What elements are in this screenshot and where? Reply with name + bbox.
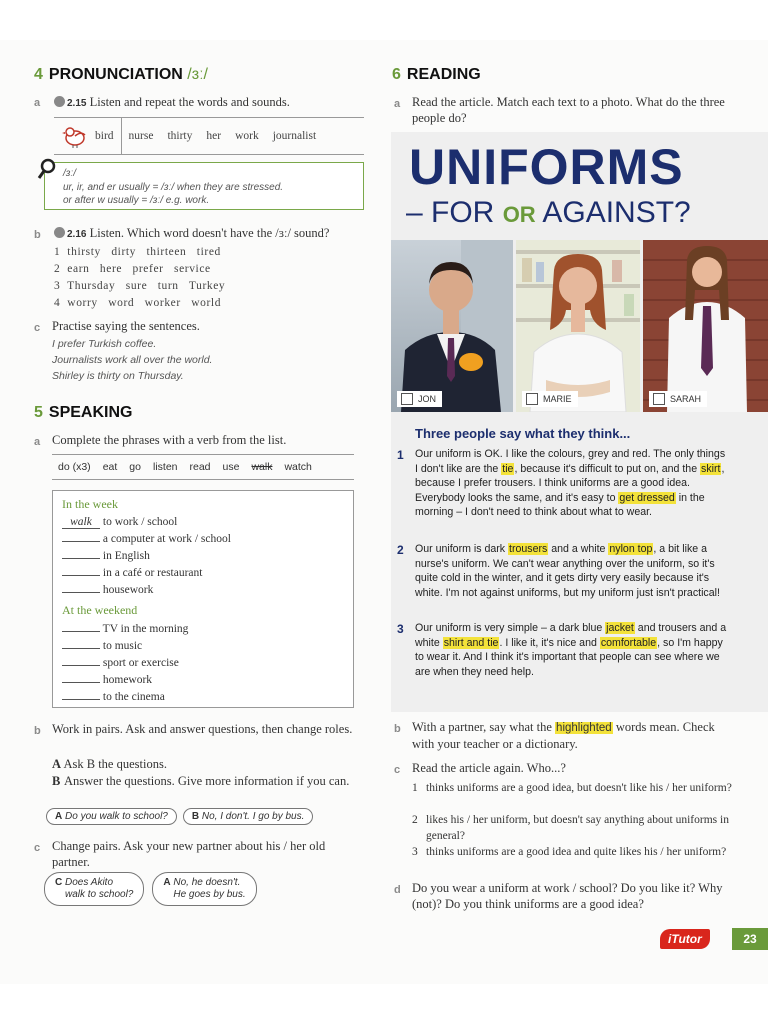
exercise-6b-instruction: With a partner, say what the highlighted words mean. Check with your teacher or a dictionary.	[412, 720, 715, 751]
sound-word: work	[235, 130, 259, 142]
checkbox[interactable]	[526, 393, 538, 405]
photo-sarah[interactable]	[643, 240, 768, 412]
verb-item: use	[222, 461, 240, 473]
exercise-6d-instruction: Do you wear a uniform at work / school? Do you like it? Why (not)? Do you think uniforms are a good idea?	[412, 881, 723, 911]
role-instruction: B	[52, 774, 61, 788]
highlighted-word: skirt	[701, 462, 721, 475]
phrase-row: to music	[62, 638, 142, 655]
word-row: 1 thirsty dirty thirteen tired	[54, 246, 221, 258]
verb-list	[52, 454, 354, 480]
section-heading-reading	[392, 66, 481, 84]
tip-line: or after w usually = /ɜː/ e.g. work.	[63, 195, 210, 206]
exercise-letter: a	[34, 436, 41, 448]
article-subtitle: – FOR OR AGAINST?	[406, 196, 691, 229]
cd-icon	[54, 96, 65, 107]
pilot-illustration	[391, 240, 513, 412]
verb-item: eat	[102, 461, 118, 473]
exercise-letter: b	[34, 229, 41, 241]
role-instruction-text: Answer the questions. Give more information if you can.	[64, 774, 350, 788]
exercise-letter: b	[34, 725, 41, 737]
dialogue-bubbles	[46, 808, 313, 825]
itutor-badge: iTutor	[660, 929, 710, 949]
exercise-5b-instruction: Work in pairs. Ask and answer questions, then change roles.	[52, 722, 353, 736]
week-heading: In the week	[62, 497, 118, 511]
answer-blank[interactable]	[62, 548, 100, 559]
exercise-letter: a	[34, 97, 41, 109]
exercise-letter: b	[394, 723, 401, 735]
phrase-row: in English	[62, 548, 150, 565]
article-paragraph-3: Our uniform is very simple – a dark blue jacket and trousers and a white shirt and tie. I like it, it's nice and comfortable, so I'm happy to wear it. And I think it's important that people can see where we are when they need help.	[415, 622, 727, 678]
answer-blank[interactable]	[62, 655, 100, 666]
practice-sentence: I prefer Turkish coffee.	[52, 338, 157, 350]
verb-item: watch	[284, 461, 312, 473]
section-number: 5	[34, 404, 43, 421]
practice-sentence: Shirley is thirty on Thursday.	[52, 370, 184, 382]
ipa-symbol: /ɜː/	[187, 66, 208, 83]
photo-label-jon[interactable]: JON	[397, 391, 442, 407]
photo-label-marie[interactable]: MARIE	[522, 391, 578, 407]
exercise-6c-instruction: Read the article again. Who...?	[412, 761, 566, 775]
question-item: 3 thinks uniforms are a good idea and quite likes his / her uniform?	[412, 846, 727, 858]
verb-item: listen	[152, 461, 178, 473]
highlighted-word: comfortable	[600, 636, 657, 649]
sound-word: nurse	[128, 130, 154, 142]
audio-track[interactable]: 2.15	[54, 96, 86, 112]
weekend-heading: At the weekend	[62, 603, 138, 617]
phrase-row: housework	[62, 582, 153, 599]
question-item: 2 likes his / her uniform, but doesn't say anything about uniforms in general?	[412, 814, 729, 842]
exercise-letter: c	[394, 764, 401, 776]
highlighted-word: highlighted	[556, 722, 612, 734]
section-heading-pronunciation	[34, 66, 208, 84]
sound-word: bird	[95, 130, 114, 142]
checkbox[interactable]	[401, 393, 413, 405]
verb-item: read	[189, 461, 211, 473]
sound-word-table	[54, 117, 364, 155]
exercise-4b-instruction: 2.16 Listen. Which word doesn't have the /ɜː/ sound?	[54, 225, 329, 243]
highlighted-word: shirt and tie	[443, 636, 499, 649]
section-heading-speaking	[34, 404, 132, 422]
article-lead: Three people say what they think...	[415, 426, 631, 441]
answer-blank[interactable]	[62, 638, 100, 649]
phrase-list-box	[52, 490, 354, 708]
answer-blank[interactable]	[62, 672, 100, 683]
speech-bubble-c: C Does Akito walk to school?	[44, 872, 144, 906]
phrase-row: in a café or restaurant	[62, 565, 202, 582]
itutor-logo[interactable]	[660, 928, 710, 950]
dialogue-bubbles	[44, 872, 257, 906]
exercise-4a-instruction: 2.15 Listen and repeat the words and sounds.	[54, 94, 290, 112]
sound-word: thirty	[167, 130, 193, 142]
sound-word: journalist	[272, 130, 317, 142]
highlighted-word: get dressed	[619, 491, 675, 504]
exercise-5c-instruction: Change pairs. Ask your new partner about his / her old partner.	[52, 839, 326, 869]
paragraph-number: 1	[397, 448, 404, 462]
paragraph-number: 3	[397, 622, 404, 636]
word-row: 3 Thursday sure turn Turkey	[54, 280, 226, 292]
photo-marie[interactable]	[516, 240, 640, 412]
spelling-tip-box	[44, 162, 364, 210]
verb-item-crossed: walk	[251, 461, 273, 473]
example-answer: walk	[62, 516, 100, 529]
highlighted-word: jacket	[606, 622, 634, 634]
sound-word: her	[206, 130, 222, 142]
uniforms-article	[391, 132, 768, 712]
section-number: 6	[392, 66, 401, 83]
exercise-5a-instruction: Complete the phrases with a verb from the list.	[52, 433, 287, 447]
page-number: 23	[732, 928, 768, 950]
phrase-row: a computer at work / school	[62, 531, 231, 548]
section-title: PRONUNCIATION	[48, 66, 183, 83]
word-row: 4 worry word worker world	[54, 297, 222, 309]
highlighted-word: trousers	[509, 543, 548, 555]
phrase-row: TV in the morning	[62, 621, 188, 638]
exercise-letter: a	[394, 98, 401, 110]
exercise-letter: c	[34, 322, 41, 334]
answer-blank[interactable]	[62, 531, 100, 542]
paragraph-number: 2	[397, 543, 404, 557]
verb-item: do (x3)	[58, 461, 91, 473]
section-title: SPEAKING	[48, 404, 133, 421]
answer-blank[interactable]	[62, 582, 100, 593]
checkbox[interactable]	[653, 393, 665, 405]
highlighted-word: tie	[502, 462, 514, 475]
phrase-row: to the cinema	[62, 689, 165, 706]
bird-picture-cell	[54, 117, 122, 155]
answer-blank[interactable]	[62, 565, 100, 576]
photo-jon[interactable]	[391, 240, 513, 412]
verb-item: go	[129, 461, 141, 473]
nurse-illustration	[516, 240, 640, 412]
phrase-row: walk to work / school	[62, 514, 177, 531]
schoolgirl-illustration	[643, 240, 768, 412]
article-title: UNIFORMS	[409, 139, 684, 195]
article-paragraph-2: Our uniform is dark trousers and a white nylon top, a bit like a nurse's uniform. We can't wear anything over the uniform, so it's quite cold in the winter, and it gets dirty very easily because it's white. I'm not against uniforms, but my uniform just isn't practical!	[415, 543, 720, 599]
question-item: 1 thinks uniforms are a good idea, but doesn't like his / her uniform?	[412, 782, 732, 794]
tip-line: /ɜː/	[63, 168, 76, 179]
speech-bubble-a-reply: A No, he doesn't. He goes by bus.	[152, 872, 256, 906]
answer-blank[interactable]	[62, 689, 100, 700]
exercise-6a-instruction: Read the article. Match each text to a photo. What do the three people do?	[412, 95, 725, 125]
photo-label-sarah[interactable]: SARAH	[649, 391, 707, 407]
speech-bubble-b: B No, I don't. I go by bus.	[183, 808, 314, 825]
practice-sentence: Journalists work all over the world.	[52, 354, 213, 366]
speech-bubble-a: A Do you walk to school?	[46, 808, 177, 825]
cd-icon	[54, 227, 65, 238]
phrase-row: sport or exercise	[62, 655, 179, 672]
bird-icon	[61, 123, 89, 149]
magnifier-icon	[37, 157, 61, 181]
phrase-row: homework	[62, 672, 152, 689]
word-row: 2 earn here prefer service	[54, 263, 211, 275]
section-number: 4	[34, 66, 43, 83]
role-instruction: A Ask B the questions.	[52, 757, 167, 771]
exercise-4c-instruction: Practise saying the sentences.	[52, 319, 200, 333]
tip-line: ur, ir, and er usually = /ɜː/ when they are stressed.	[63, 182, 284, 193]
answer-blank[interactable]	[62, 621, 100, 632]
audio-track[interactable]: 2.16	[54, 227, 86, 243]
exercise-letter: c	[34, 842, 41, 854]
section-title: READING	[406, 66, 481, 83]
article-paragraph-1: Our uniform is OK. I like the colours, grey and red. The only things I don't like are the tie, because it's difficult to put on, and the skirt, because I prefer trousers. I think uniforms are a good idea. Everybody looks the same, and it's easy to get dressed in the morning – I don't need to think about what to wear.	[415, 448, 726, 518]
highlighted-word: nylon top	[609, 543, 653, 555]
exercise-letter: d	[394, 884, 401, 896]
